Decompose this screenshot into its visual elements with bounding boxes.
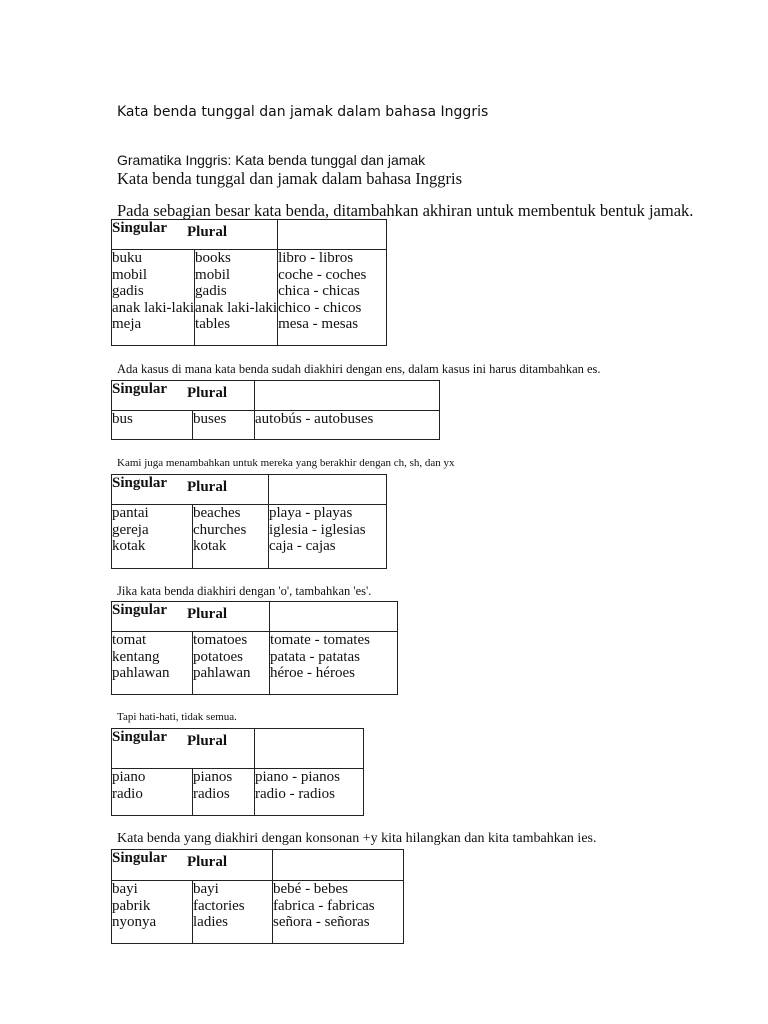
singular-cell [112,505,193,569]
spanish-cell [273,881,404,944]
list-item: tables [195,316,231,332]
list-item: gadis [112,283,144,299]
header-plural: Plural [187,854,227,870]
plural-cell [193,881,273,944]
section-caption: Kami juga menambahkan untuk mereka yang berakhir dengan ch, sh, dan yx [117,457,455,469]
header-empty [278,220,387,250]
intro-paragraph: Pada sebagian besar kata benda, ditambahkan akhiran untuk membentuk bentuk jamak. [117,201,694,220]
vocab-table-y-ies [111,849,404,944]
table-header [112,475,269,505]
list-item: bus [112,411,133,427]
header-empty [255,381,440,411]
plural-cell [195,250,278,346]
table-header [112,220,278,250]
vocab-table-o-es [111,601,398,695]
list-item: pantai [112,505,149,521]
list-item: libro - libros [278,250,354,266]
subtitle-sans: Gramatika Inggris: Kata benda tunggal dan jamak [117,152,426,168]
list-item: anak laki-laki [112,299,195,316]
list-item: bayi [193,881,219,897]
spanish-cell [255,769,364,816]
section-caption: Ada kasus di mana kata benda sudah diakhiri dengan ens, dalam kasus ini harus ditambahkan es. [117,362,601,376]
header-empty [255,729,364,769]
page-title: Kata benda tunggal dan jamak dalam bahasa Inggris [117,104,489,120]
list-item: iglesia - iglesias [269,521,366,538]
list-item: buses [193,411,227,427]
list-item: gadis [195,283,227,299]
header-singular: Singular [112,602,168,618]
list-item: bebé - bebes [273,881,348,897]
list-item: kotak [112,538,146,554]
list-item: mobil [195,266,231,283]
list-item: kentang [112,648,160,665]
spanish-cell [255,411,440,440]
vocab-table-ch-sh [111,474,387,569]
list-item: coche - coches [278,266,367,283]
vocab-table-regular [111,219,387,346]
plural-cell [193,411,255,440]
list-item: radio [112,785,143,802]
spanish-cell [278,250,387,346]
list-item: playa - playas [269,505,353,521]
plural-cell [193,632,270,695]
list-item: chica - chicas [278,283,360,299]
list-item: gereja [112,521,149,538]
list-item: potatoes [193,648,243,665]
list-item: bayi [112,881,138,897]
table-header [112,381,255,411]
table-header [112,729,255,769]
list-item: caja - cajas [269,538,336,554]
list-item: tomat [112,632,147,648]
list-item: pahlawan [193,665,251,681]
list-item: señora - señoras [273,914,370,930]
header-singular: Singular [112,220,168,236]
singular-cell [112,411,193,440]
list-item: beaches [193,505,241,521]
header-plural: Plural [187,733,227,749]
header-plural: Plural [187,385,227,401]
list-item: mesa - mesas [278,316,359,332]
table-header [112,850,273,881]
list-item: tomate - tomates [270,632,370,648]
header-singular: Singular [112,381,168,397]
vocab-table-es [111,380,440,440]
list-item: anak laki-laki [195,299,278,316]
list-item: ladies [193,914,228,930]
header-singular: Singular [112,475,168,491]
singular-cell [112,769,193,816]
header-empty [273,850,404,881]
list-item: héroe - héroes [270,665,355,681]
header-plural: Plural [187,479,227,495]
list-item: churches [193,521,247,538]
header-singular: Singular [112,729,168,745]
section-caption: Tapi hati-hati, tidak semua. [117,711,237,723]
header-empty [269,475,387,505]
section-caption: Kata benda yang diakhiri dengan konsonan +y kita hilangkan dan kita tambahkan ies. [117,831,597,846]
singular-cell [112,881,193,944]
list-item: piano - pianos [255,769,340,785]
list-item: radio - radios [255,785,335,802]
list-item: mobil [112,266,148,283]
list-item: meja [112,316,142,332]
list-item: piano [112,769,146,785]
vocab-table-exceptions [111,728,364,816]
plural-cell [193,505,269,569]
subtitle-serif: Kata benda tunggal dan jamak dalam bahasa Inggris [117,169,463,188]
list-item: nyonya [112,914,157,930]
list-item: pianos [193,769,233,785]
list-item: kotak [193,538,227,554]
section-caption: Jika kata benda diakhiri dengan 'o', tambahkan 'es'. [117,584,372,598]
list-item: autobús - autobuses [255,411,374,427]
list-item: factories [193,897,245,914]
plural-cell [193,769,255,816]
singular-cell [112,250,195,346]
table-header [112,602,270,632]
list-item: tomatoes [193,632,248,648]
header-plural: Plural [187,606,227,622]
spanish-cell [269,505,387,569]
header-plural: Plural [187,224,227,240]
spanish-cell [270,632,398,695]
list-item: pabrik [112,897,151,914]
list-item: buku [112,250,142,266]
list-item: pahlawan [112,665,170,681]
list-item: patata - patatas [270,648,360,665]
list-item: books [195,250,231,266]
header-singular: Singular [112,850,168,866]
header-empty [270,602,398,632]
list-item: radios [193,785,230,802]
list-item: chico - chicos [278,299,362,316]
singular-cell [112,632,193,695]
list-item: fabrica - fabricas [273,897,375,914]
